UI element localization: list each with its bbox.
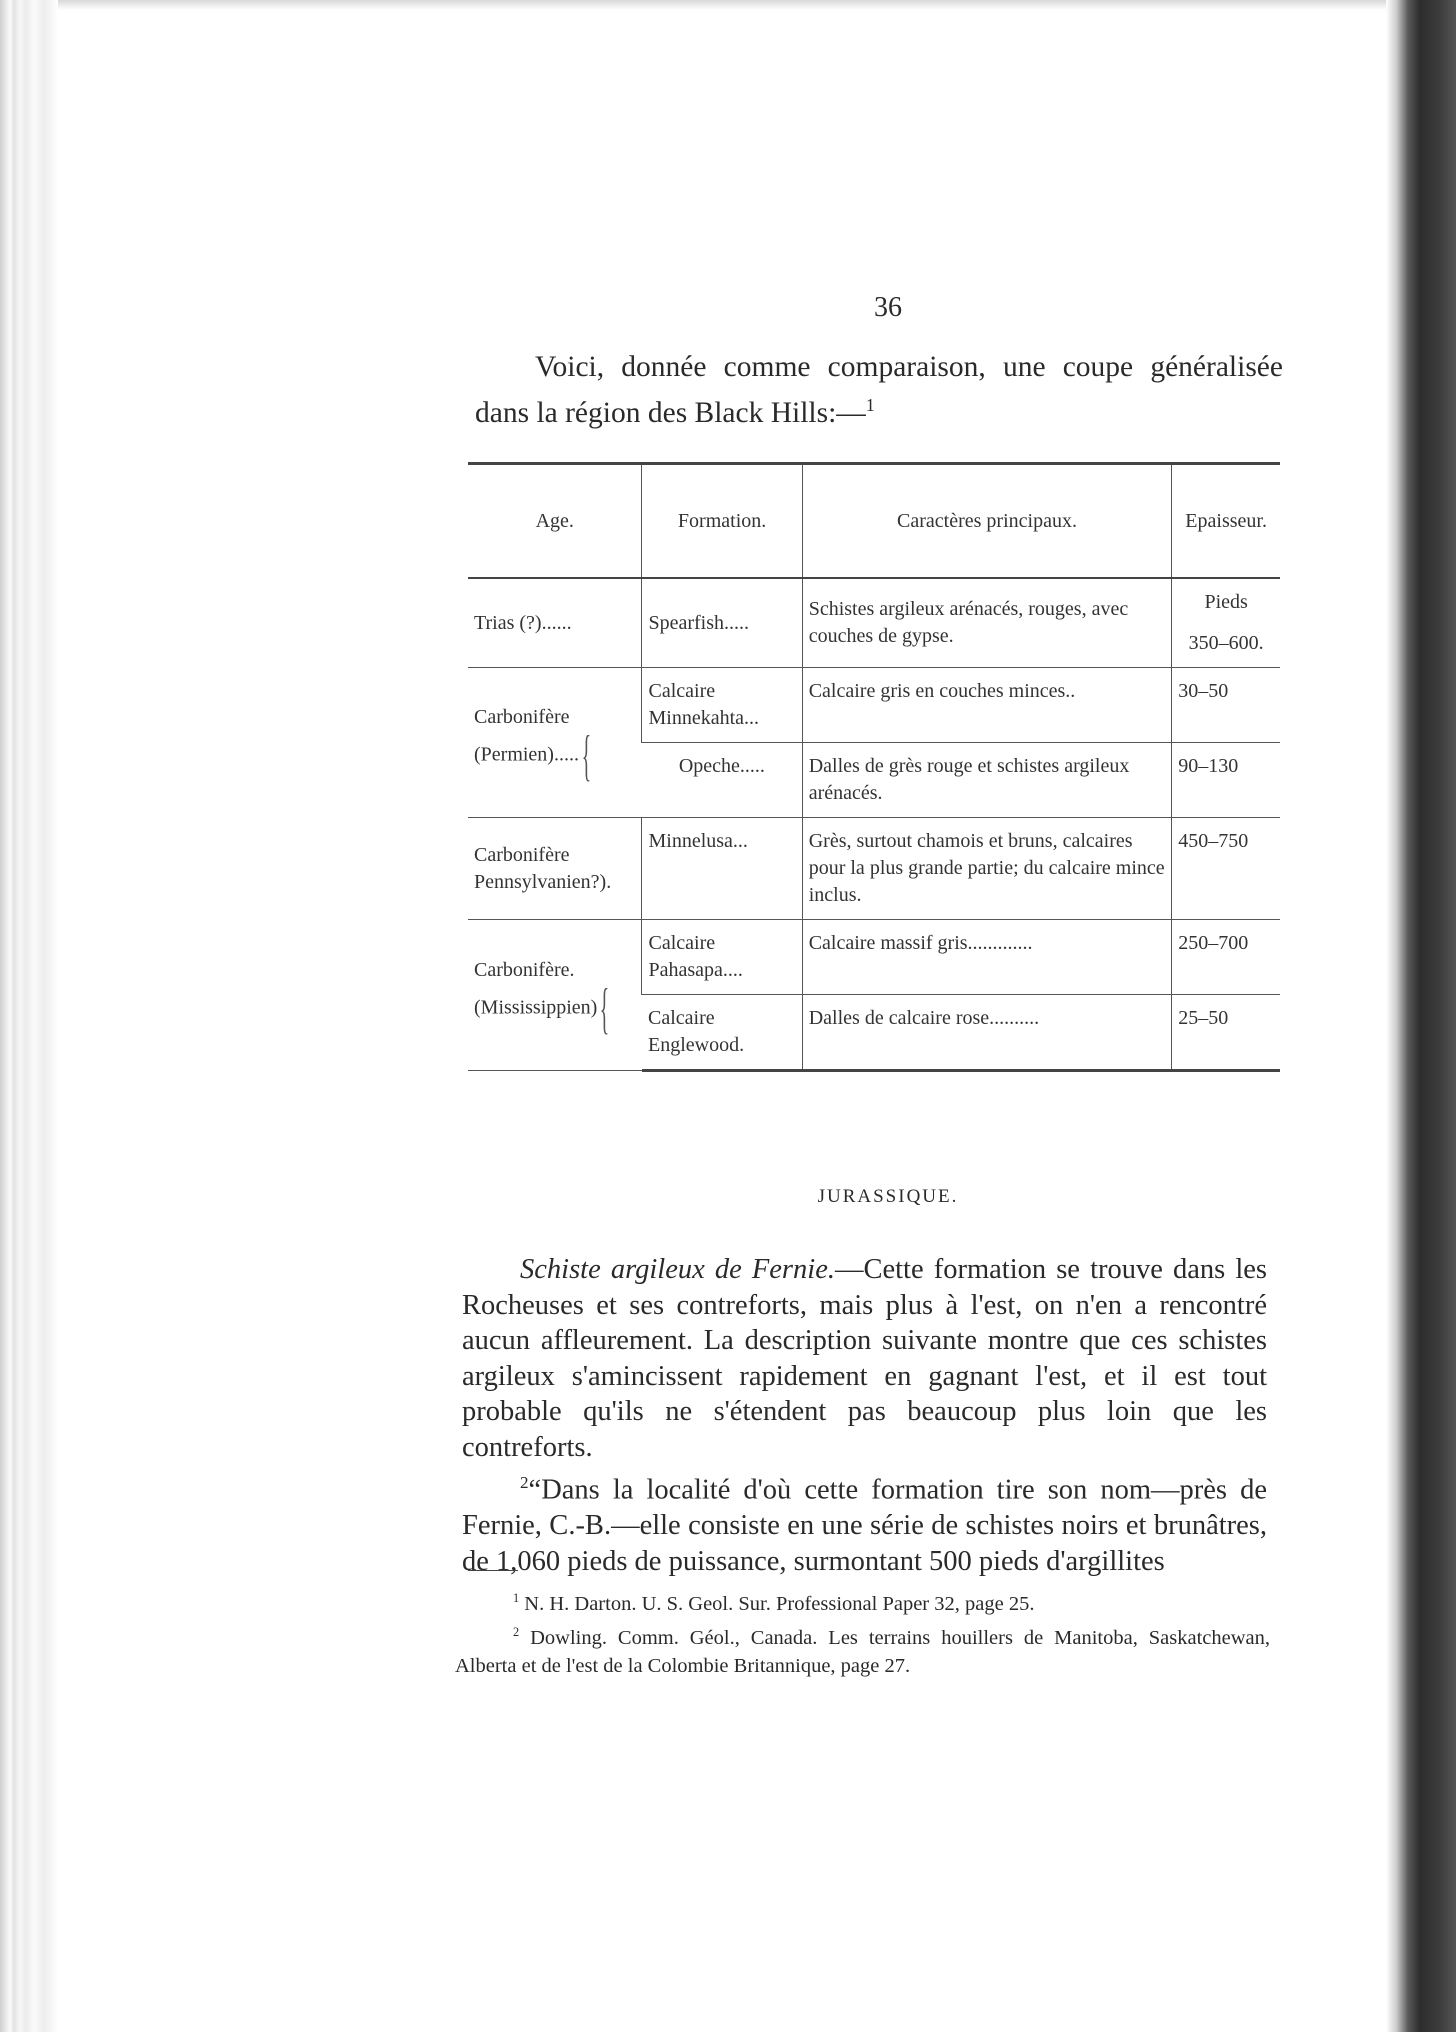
character-cell: Calcaire massif gris............. <box>802 920 1172 995</box>
thickness-cell: 90–130 <box>1172 743 1280 818</box>
intro-footnote-mark: 1 <box>865 395 875 415</box>
footnote-text: N. H. Darton. U. S. Geol. Sur. Professional Paper 32, page 25. <box>524 1592 1035 1615</box>
age-cell <box>468 668 642 818</box>
paragraph-text: “Dans la localité d'où cette formation tire son nom—près de Fernie, C.-B.—elle consiste en une série de schistes noirs et brunâtres, de 1,060 pieds de puissance, surmontant 500 pieds d'argillites <box>462 1474 1267 1577</box>
age-cell: Carbonifère Pennsylvanien?). <box>468 818 642 920</box>
thickness-value: 350–600. <box>1188 632 1264 654</box>
footnote-divider <box>468 1570 518 1571</box>
footnote-mark: 2 <box>520 1473 529 1492</box>
page-number: 36 <box>874 292 902 323</box>
brace-icon: { <box>600 977 610 1040</box>
paragraph <box>462 1252 1267 1465</box>
header-age: Age. <box>468 464 642 579</box>
thickness-cell: 25–50 <box>1172 995 1280 1071</box>
brace-icon: { <box>581 725 592 787</box>
formation-cell: Opeche..... <box>642 743 802 818</box>
table-row <box>468 578 1280 668</box>
intro-paragraph <box>475 348 1283 432</box>
formation-cell: Minnelusa... <box>642 818 802 920</box>
footnote <box>455 1584 1270 1618</box>
table-row <box>468 818 1280 920</box>
formation-cell: Spearfish..... <box>642 578 802 668</box>
header-characters: Caractères principaux. <box>802 464 1172 579</box>
footnote-text: Dowling. Comm. Géol., Canada. Les terrains houillers de Manitoba, Saskatchewan, Alberta et de l'est de la Colombie Britannique, page 27. <box>455 1626 1271 1677</box>
footnotes <box>455 1584 1270 1680</box>
scan-top-edge <box>58 0 1386 10</box>
age-cell <box>468 920 642 1071</box>
table-row <box>468 668 1280 743</box>
character-cell: Dalles de grès rouge et schistes argileux arénacés. <box>802 743 1172 818</box>
formation-cell: Calcaire Pahasapa.... <box>642 920 802 995</box>
age-text: Carbonifère (Permien)..... <box>474 706 579 766</box>
thickness-cell: 250–700 <box>1172 920 1280 995</box>
footnote-mark: 1 <box>513 1591 520 1605</box>
paragraph-text: —Cette formation se trouve dans les Rocheuses et ses contreforts, mais plus à l'est, on n'en a rencontré aucun affleurement. La description suivante montre que ces schistes argileux s'amincissent rapidement en gagnant l'est, et il est tout probable qu'ils ne s'étendent pas beaucoup plus loin que les contreforts. <box>462 1254 1267 1463</box>
stratigraphic-table <box>468 462 1280 1072</box>
formation-cell: Calcaire Minnekahta... <box>642 668 802 743</box>
table-header-row <box>468 464 1280 579</box>
character-cell: Calcaire gris en couches minces.. <box>802 668 1172 743</box>
header-formation: Formation. <box>642 464 802 579</box>
thickness-cell: 450–750 <box>1172 818 1280 920</box>
header-thickness: Epaisseur. <box>1172 464 1280 579</box>
footnote-mark: 2 <box>513 1624 520 1639</box>
age-text: Carbonifère. (Mississippien) <box>474 958 598 1019</box>
paragraph-title: Schiste argileux de Fernie. <box>520 1254 835 1285</box>
formation-cell: Calcaire Englewood. <box>642 995 802 1071</box>
body-text <box>462 1252 1267 1579</box>
footnote <box>455 1618 1270 1680</box>
section-heading: JURASSIQUE. <box>817 1186 959 1207</box>
character-cell: Grès, surtout chamois et bruns, calcaires pour la plus grande partie; du calcaire mince inclus. <box>802 818 1172 920</box>
table-row <box>468 920 1280 995</box>
paragraph <box>462 1465 1267 1579</box>
intro-text: Voici, donnée comme comparaison, une coupe généralisée dans la région des Black Hills:— <box>475 351 1283 429</box>
age-cell: Trias (?)...... <box>468 578 642 668</box>
character-cell: Dalles de calcaire rose.......... <box>802 995 1172 1071</box>
character-cell: Schistes argileux arénacés, rouges, avec couches de gypse. <box>802 578 1172 668</box>
thickness-unit: Pieds <box>1204 591 1248 613</box>
thickness-cell: 30–50 <box>1172 668 1280 743</box>
thickness-cell <box>1172 578 1280 668</box>
